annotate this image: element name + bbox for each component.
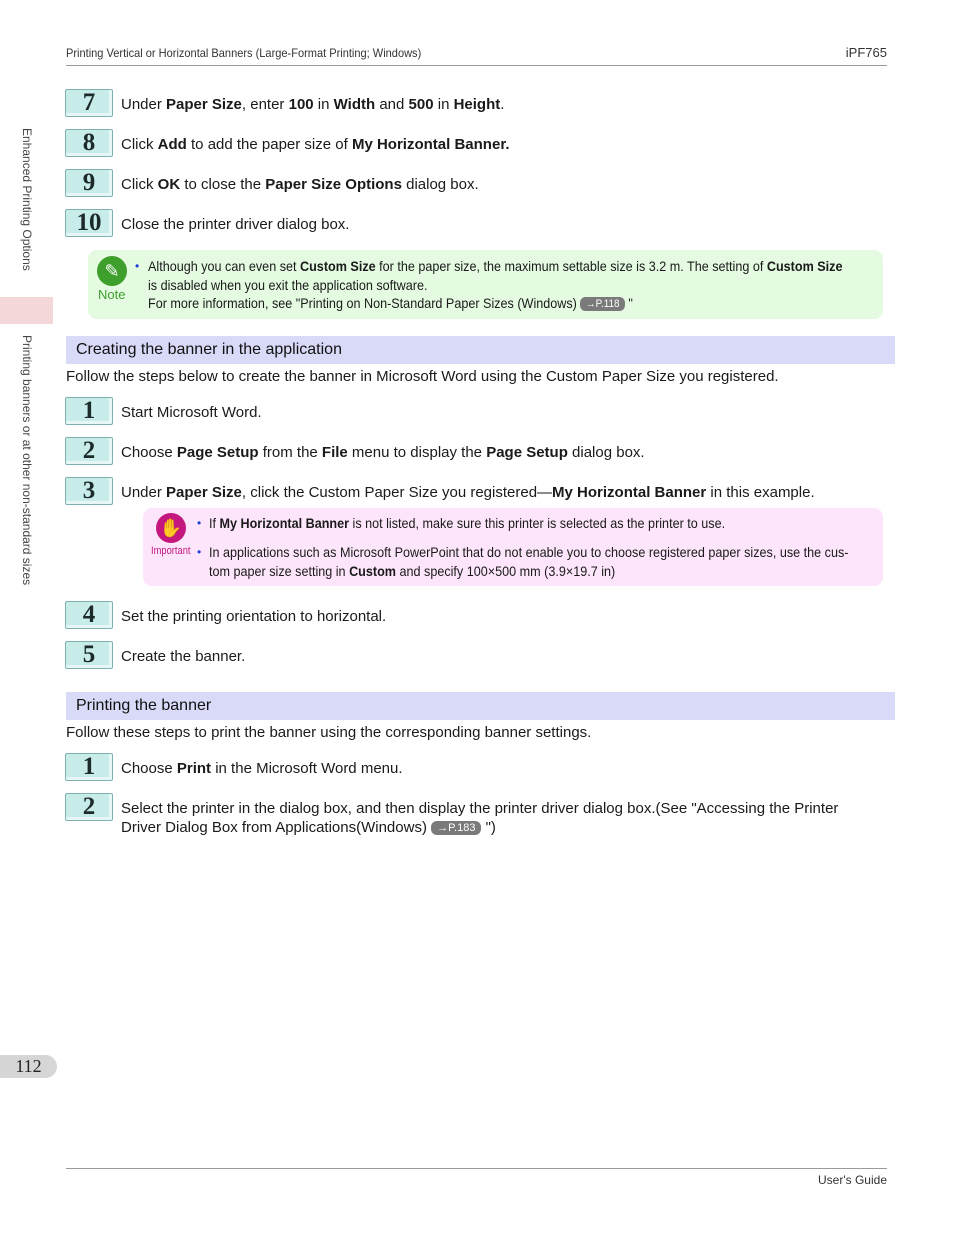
bullet-icon: •: [135, 259, 140, 273]
step-text: Under Paper Size, enter 100 in Width and 500 in Height.: [121, 96, 505, 113]
step-text: Start Microsoft Word.: [121, 404, 262, 421]
section-heading-printing-banner: [66, 692, 895, 720]
step-number: 1: [65, 397, 113, 425]
step-text: Close the printer driver dialog box.: [121, 216, 350, 233]
step-text: Click OK to close the Paper Size Options dialog box.: [121, 176, 479, 193]
step-text: Choose Page Setup from the File menu to display the Page Setup dialog box.: [121, 444, 645, 461]
step-number: 9: [65, 169, 113, 197]
header-rule: [66, 65, 887, 66]
page-reference-link[interactable]: →P.118: [580, 297, 625, 311]
section-title: Printing the banner: [76, 697, 212, 714]
step-number: 2: [65, 793, 113, 821]
important-item-1: If My Horizontal Banner is not listed, make sure this printer is selected as the printer to use.: [209, 515, 726, 531]
running-header-title: Printing Vertical or Horizontal Banners (Large-Format Printing; Windows): [66, 46, 422, 60]
step-number: 4: [65, 601, 113, 629]
note-box: [88, 250, 883, 319]
step-text: Create the banner.: [121, 648, 246, 665]
bullet-icon: •: [197, 516, 202, 530]
running-header-model: iPF765: [845, 45, 887, 60]
step-number: 8: [65, 129, 113, 157]
step-number: 10: [65, 209, 113, 237]
step-text: Choose Print in the Microsoft Word menu.: [121, 760, 403, 777]
footer-guide-name: User's Guide: [818, 1173, 887, 1187]
pencil-check-icon: ✎: [97, 256, 127, 286]
page-number: 112: [0, 1055, 57, 1078]
bullet-icon: •: [197, 545, 202, 559]
note-text: Although you can even set Custom Size for the paper size, the maximum settable size is 3.2 m. The setting of Custom Size is disabled when you exit the application software. For more information, see "Printing on Non-Standard Paper Sizes (Windows) →P.118 ": [148, 258, 843, 311]
step-text: Set the printing orientation to horizontal.: [121, 608, 387, 625]
sidebar-section-label: Printing banners or at other non-standard sizes: [20, 335, 34, 586]
step-number: 3: [65, 477, 113, 505]
footer-rule: [66, 1168, 887, 1169]
page-reference-link[interactable]: →P.183: [431, 821, 481, 835]
section-intro: Follow the steps below to create the banner in Microsoft Word using the Custom Paper Size you registered.: [66, 368, 779, 385]
hand-stop-icon: ✋: [156, 513, 186, 543]
section-heading-creating-banner: [66, 336, 895, 364]
step-number: 5: [65, 641, 113, 669]
step-text: Under Paper Size, click the Custom Paper Size you registered—My Horizontal Banner in this example.: [121, 484, 815, 501]
step-text: Click Add to add the paper size of My Horizontal Banner.: [121, 136, 510, 153]
sidebar-chapter-label: Enhanced Printing Options: [20, 128, 34, 271]
important-box: [143, 508, 883, 586]
step-number: 7: [65, 89, 113, 117]
important-item-2: In applications such as Microsoft PowerPoint that do not enable you to choose registered paper sizes, use the cus- tom paper size setting in Custom and specify 100×500 mm (3.9×19.7 in): [209, 544, 849, 579]
step-number: 2: [65, 437, 113, 465]
step-text: Select the printer in the dialog box, and then display the printer driver dialog box.(See "Accessing the Printer Driver Dialog Box from Applications(Windows) →P.183 "): [121, 800, 839, 836]
note-label: Note: [98, 287, 126, 302]
step-number: 1: [65, 753, 113, 781]
important-label: Important: [151, 545, 191, 557]
section-title: Creating the banner in the application: [76, 341, 342, 358]
sidebar-tab-marker: [0, 297, 53, 324]
section-intro: Follow these steps to print the banner using the corresponding banner settings.: [66, 724, 592, 741]
